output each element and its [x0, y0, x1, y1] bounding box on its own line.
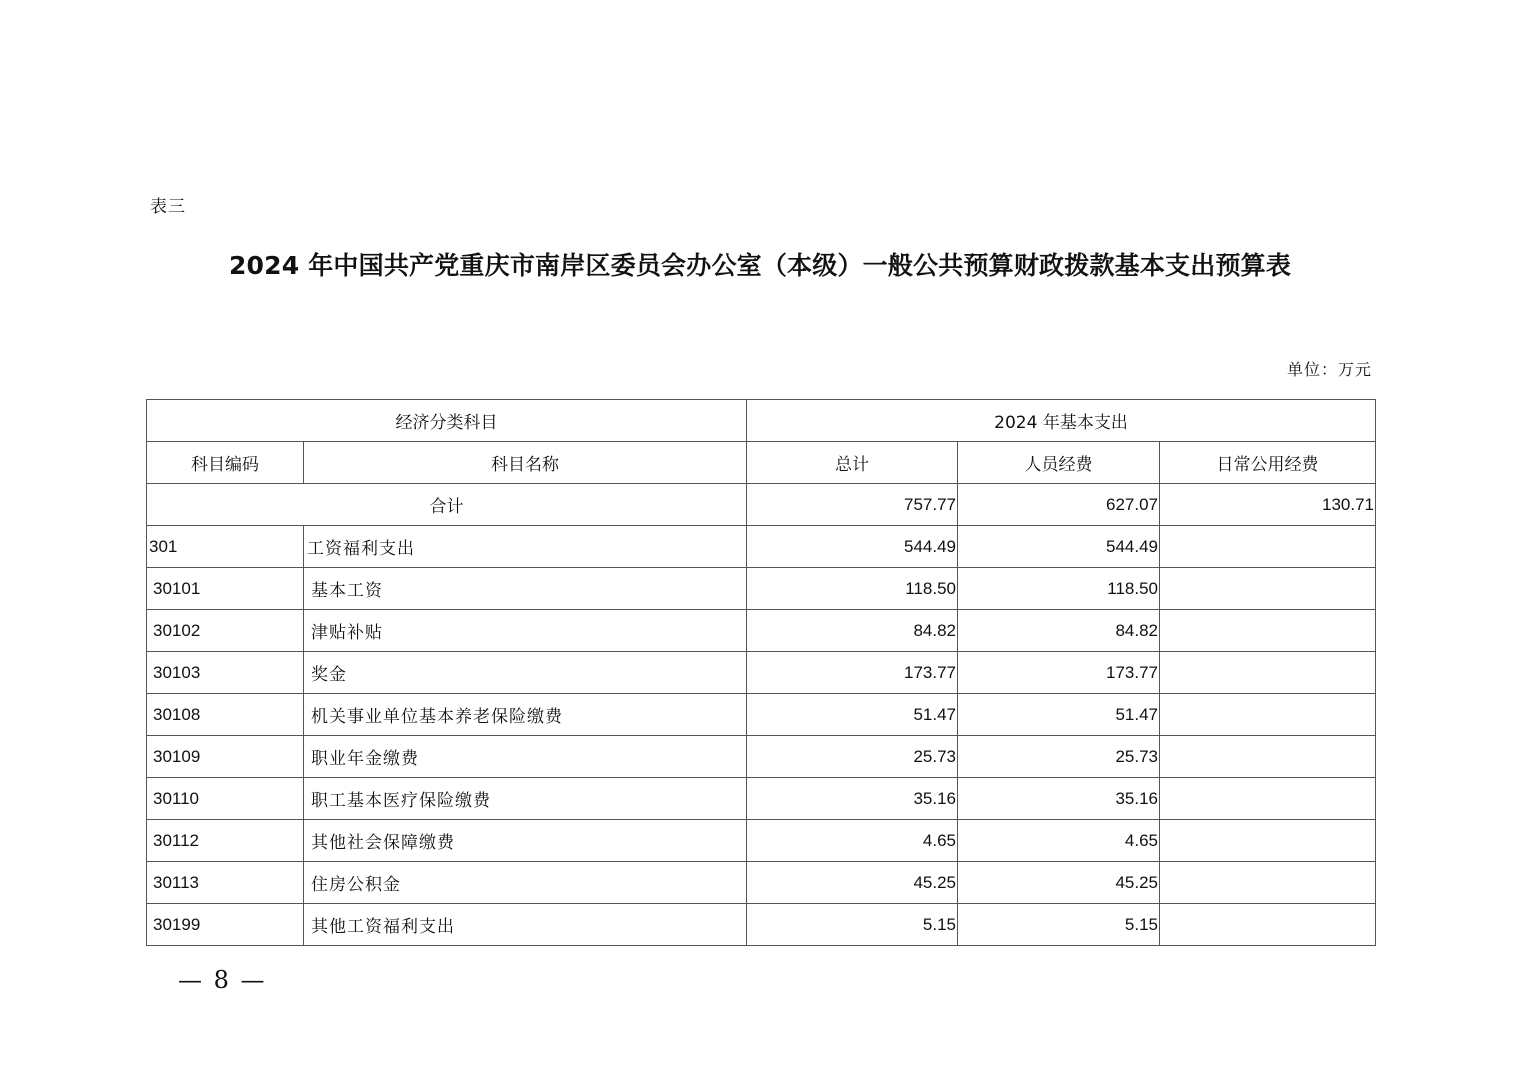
row-personnel: 544.49	[958, 526, 1160, 568]
row-name: 基本工资	[304, 568, 747, 610]
row-public	[1160, 652, 1376, 694]
table-row	[147, 694, 1376, 736]
total-sum: 757.77	[747, 484, 958, 526]
row-total: 35.16	[747, 778, 958, 820]
row-name: 津贴补贴	[304, 610, 747, 652]
row-personnel: 25.73	[958, 736, 1160, 778]
row-public	[1160, 736, 1376, 778]
table-row	[147, 568, 1376, 610]
row-name: 职工基本医疗保险缴费	[304, 778, 747, 820]
row-total: 45.25	[747, 862, 958, 904]
table-row	[147, 778, 1376, 820]
row-code: 30113	[147, 862, 304, 904]
row-code: 30102	[147, 610, 304, 652]
row-name: 奖金	[304, 652, 747, 694]
row-name: 职业年金缴费	[304, 736, 747, 778]
row-total: 84.82	[747, 610, 958, 652]
header-total: 总计	[747, 442, 958, 484]
row-code: 30112	[147, 820, 304, 862]
page-number: — 8 —	[178, 966, 267, 994]
total-label: 合计	[147, 484, 747, 526]
table-label: 表三	[150, 197, 186, 217]
row-code: 30103	[147, 652, 304, 694]
header-code: 科目编码	[147, 442, 304, 484]
row-code: 30108	[147, 694, 304, 736]
row-public	[1160, 904, 1376, 946]
table-row	[147, 652, 1376, 694]
row-name: 机关事业单位基本养老保险缴费	[304, 694, 747, 736]
row-total: 4.65	[747, 820, 958, 862]
row-total: 118.50	[747, 568, 958, 610]
row-personnel: 84.82	[958, 610, 1160, 652]
header-basic-expenditure: 2024 年基本支出	[747, 400, 1376, 442]
row-code: 301	[147, 526, 304, 568]
header-personnel: 人员经费	[958, 442, 1160, 484]
row-name: 工资福利支出	[304, 526, 747, 568]
table-row	[147, 610, 1376, 652]
row-public	[1160, 694, 1376, 736]
unit-label: 单位：万元	[1286, 360, 1372, 379]
row-personnel: 51.47	[958, 694, 1160, 736]
table-row	[147, 736, 1376, 778]
total-public: 130.71	[1160, 484, 1376, 526]
header-name: 科目名称	[304, 442, 747, 484]
row-personnel: 45.25	[958, 862, 1160, 904]
header-public: 日常公用经费	[1160, 442, 1376, 484]
row-public	[1160, 820, 1376, 862]
row-code: 30110	[147, 778, 304, 820]
row-personnel: 173.77	[958, 652, 1160, 694]
row-public	[1160, 610, 1376, 652]
row-personnel: 5.15	[958, 904, 1160, 946]
row-total: 5.15	[747, 904, 958, 946]
row-total: 544.49	[747, 526, 958, 568]
table-row	[147, 820, 1376, 862]
row-code: 30101	[147, 568, 304, 610]
row-name: 其他社会保障缴费	[304, 820, 747, 862]
row-personnel: 35.16	[958, 778, 1160, 820]
row-public	[1160, 862, 1376, 904]
budget-table	[146, 399, 1376, 946]
header-group-row	[147, 400, 1376, 442]
row-name: 其他工资福利支出	[304, 904, 747, 946]
row-name: 住房公积金	[304, 862, 747, 904]
row-personnel: 118.50	[958, 568, 1160, 610]
row-total: 25.73	[747, 736, 958, 778]
row-personnel: 4.65	[958, 820, 1160, 862]
header-economic-category: 经济分类科目	[147, 400, 747, 442]
page-title: 2024 年中国共产党重庆市南岸区委员会办公室（本级）一般公共预算财政拨款基本支出预算表	[228, 251, 1292, 280]
table-row	[147, 904, 1376, 946]
row-code: 30109	[147, 736, 304, 778]
row-total: 51.47	[747, 694, 958, 736]
row-total: 173.77	[747, 652, 958, 694]
row-code: 30199	[147, 904, 304, 946]
table-row	[147, 862, 1376, 904]
row-public	[1160, 526, 1376, 568]
total-row	[147, 484, 1376, 526]
total-personnel: 627.07	[958, 484, 1160, 526]
row-public	[1160, 568, 1376, 610]
header-columns-row	[147, 442, 1376, 484]
table-row	[147, 526, 1376, 568]
row-public	[1160, 778, 1376, 820]
